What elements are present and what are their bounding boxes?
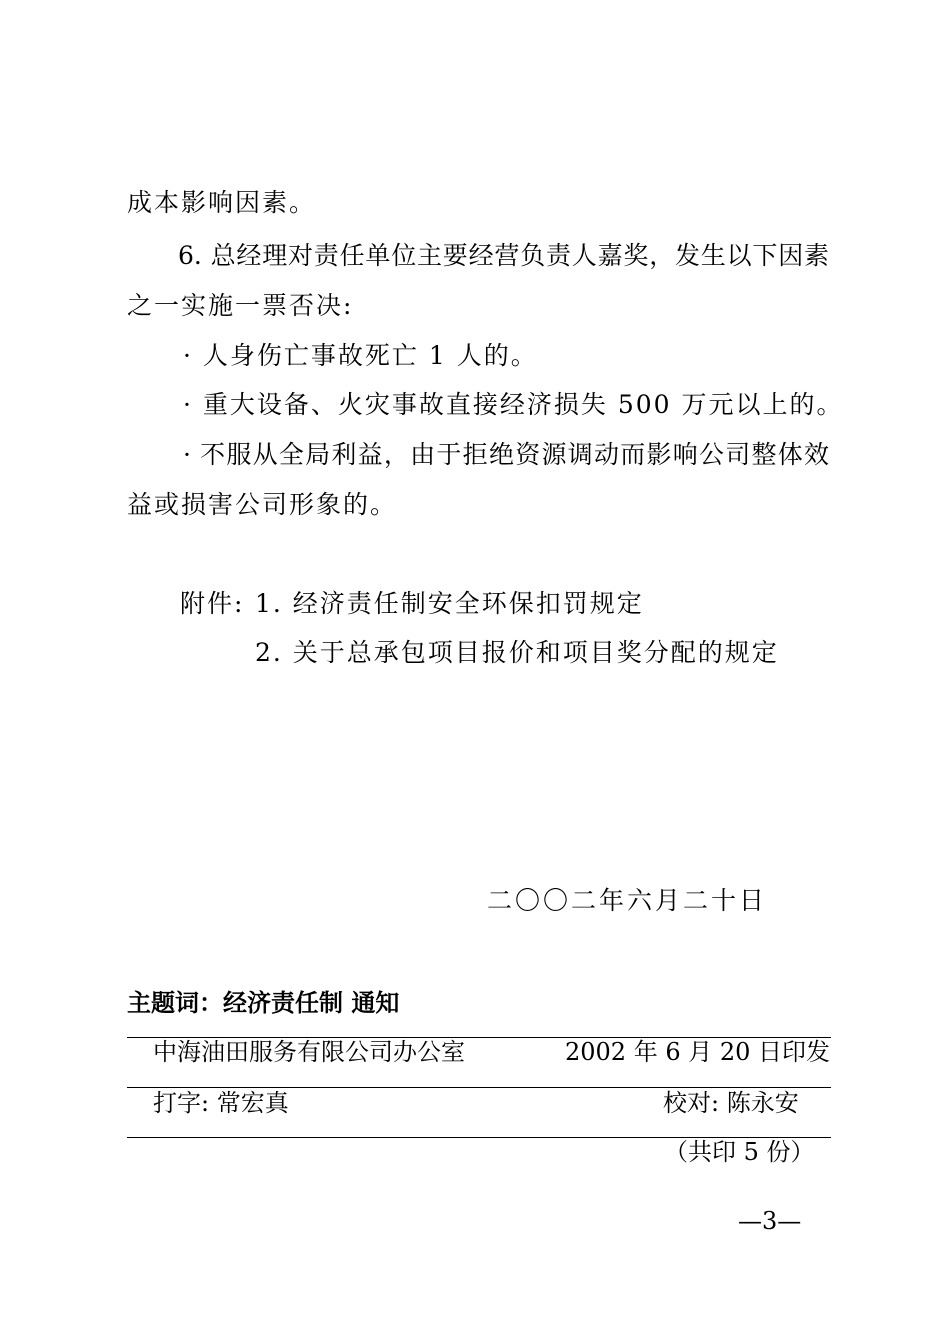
item-6-line-1: 6. 总经理对责任单位主要经营负责人嘉奖，发生以下因素 (178, 241, 829, 270)
bullet-3-line-2: 益或损害公司形象的。 (127, 490, 398, 519)
body-line-1: 成本影响因素。 (127, 188, 317, 217)
bullet-3-line-1: · 不服从全局利益，由于拒绝资源调动而影响公司整体效 (183, 440, 829, 469)
attachment-item-1: 1. 经济责任制安全环保扣罚规定 (255, 589, 644, 618)
item-6-line-2: 之一实施一票否决: (127, 291, 354, 320)
issuer: 中海油田服务有限公司办公室 (153, 1038, 465, 1066)
attachment-item-2: 2. 关于总承包项目报价和项目奖分配的规定 (255, 638, 779, 667)
issue-date: 2002 年 6 月 20 日印发 (565, 1038, 831, 1066)
typist: 打字: 常宏真 (153, 1089, 289, 1117)
attachments-label: 附件: (180, 589, 245, 618)
copies-count: （共印 5 份） (664, 1138, 815, 1166)
page-number: —3— (738, 1207, 802, 1235)
document-date: 二〇〇二年六月二十日 (487, 886, 768, 915)
bullet-2: · 重大设备、火灾事故直接经济损失 500 万元以上的。 (183, 390, 844, 419)
bullet-1: · 人身伤亡事故死亡 1 人的。 (183, 341, 538, 370)
proofreader: 校对: 陈永安 (663, 1089, 799, 1117)
subject-words: 主题词：经济责任制 通知 (127, 989, 400, 1017)
